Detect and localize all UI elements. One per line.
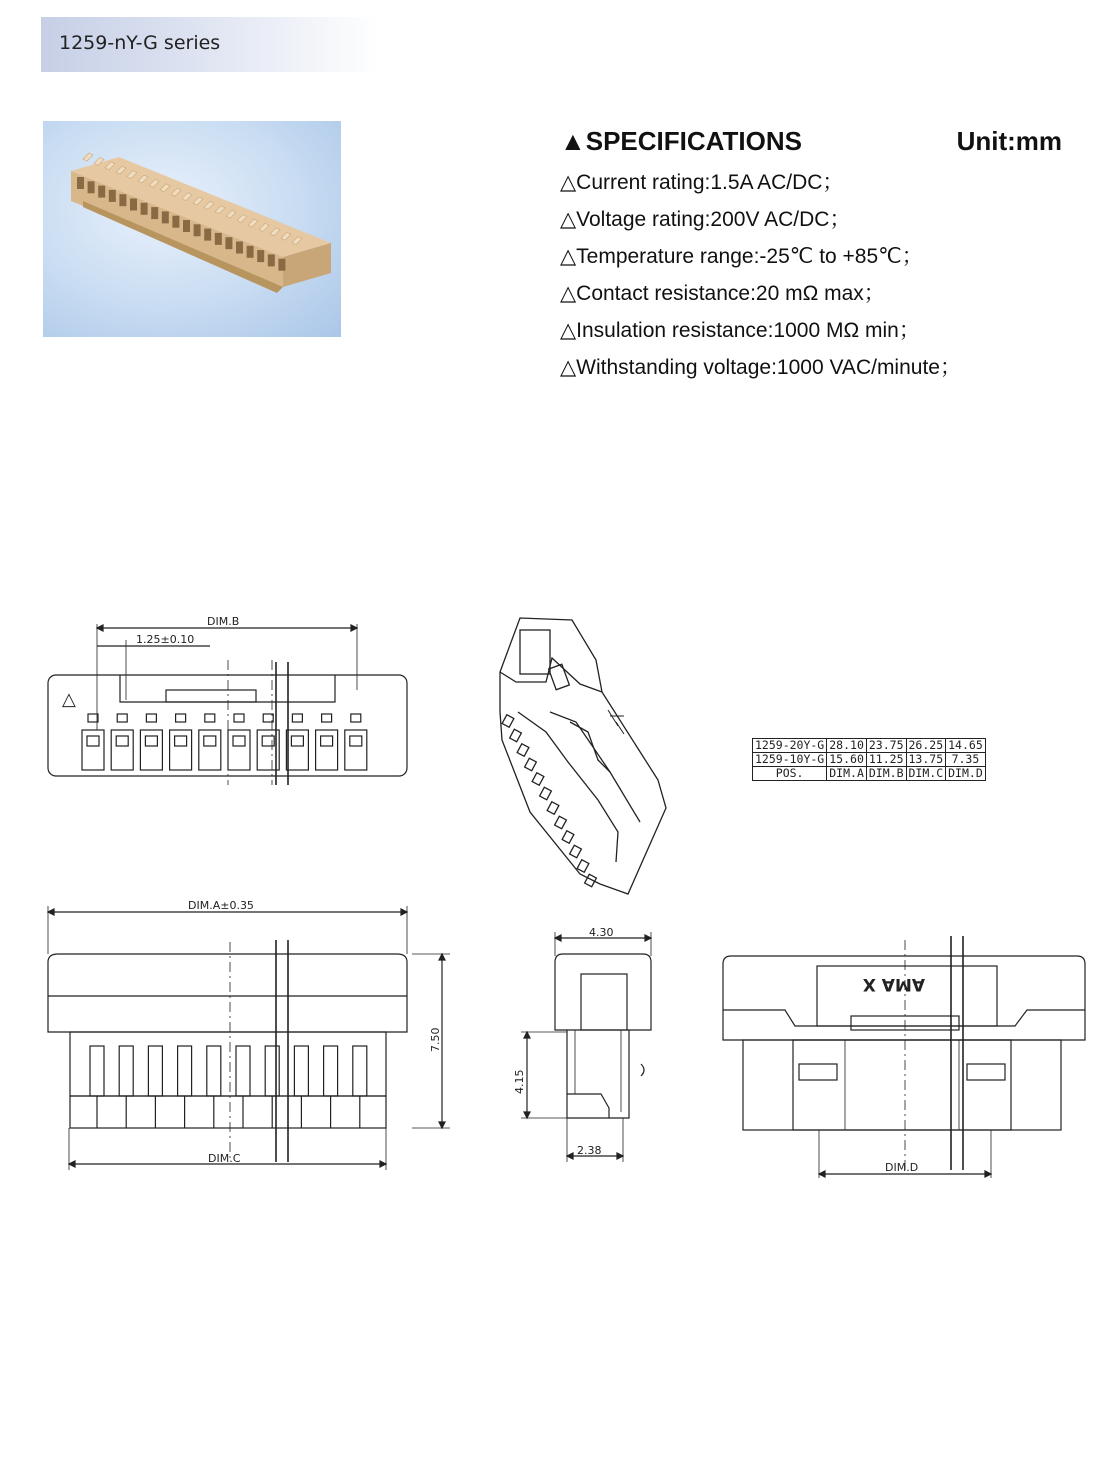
terminal-window bbox=[145, 736, 157, 746]
contact-pin bbox=[294, 1046, 308, 1096]
terminal-window bbox=[87, 736, 99, 746]
product-photo bbox=[43, 121, 341, 337]
table-header-row bbox=[753, 767, 986, 781]
iso-tooth bbox=[570, 845, 582, 858]
table-cell: 1259-20Y-G bbox=[753, 739, 827, 753]
photo-slot bbox=[247, 246, 254, 258]
terminal-tab bbox=[351, 714, 361, 722]
table-cell: 23.75 bbox=[866, 739, 906, 753]
terminal-window bbox=[262, 736, 274, 746]
terminal-tab bbox=[117, 714, 127, 722]
terminal-tab bbox=[234, 714, 244, 722]
iso-tooth bbox=[585, 874, 597, 887]
iso-tooth bbox=[577, 860, 589, 873]
terminal-window bbox=[350, 736, 362, 746]
table-cell: 7.35 bbox=[946, 753, 986, 767]
specifications-title: ▲SPECIFICATIONS bbox=[560, 126, 802, 156]
iso-tooth bbox=[540, 787, 552, 800]
iso-tooth bbox=[525, 758, 537, 771]
table-cell: 26.25 bbox=[906, 739, 946, 753]
dimension-table bbox=[752, 738, 986, 781]
table-cell: 1259-10Y-G bbox=[753, 753, 827, 767]
photo-slot bbox=[172, 216, 179, 228]
contact-pin bbox=[324, 1046, 338, 1096]
terminal-window bbox=[233, 736, 245, 746]
iso-tooth bbox=[555, 816, 567, 829]
table-cell: 14.65 bbox=[946, 739, 986, 753]
specifications-heading bbox=[560, 126, 1070, 164]
terminal-tab bbox=[322, 714, 332, 722]
photo-slot bbox=[119, 194, 126, 206]
pitch-label: 1.25±0.10 bbox=[136, 633, 195, 646]
photo-slot bbox=[88, 181, 95, 193]
terminal-window bbox=[175, 736, 187, 746]
spec-voltage-rating: △Voltage rating:200V AC/DC； bbox=[560, 208, 851, 231]
isometric-view-drawing bbox=[490, 612, 680, 902]
table-header-cell: DIM.D bbox=[946, 767, 986, 781]
terminal-window bbox=[321, 736, 333, 746]
photo-slot bbox=[278, 259, 285, 271]
bottom-view-drawing bbox=[40, 892, 460, 1182]
table-header-cell: DIM.B bbox=[866, 767, 906, 781]
series-title: 1259-nY-G series bbox=[59, 32, 221, 54]
terminal-tab bbox=[176, 714, 186, 722]
photo-slot bbox=[225, 237, 232, 249]
photo-slot bbox=[268, 254, 275, 266]
spec-temperature-range: △Temperature range:-25℃ to +85℃； bbox=[560, 245, 923, 268]
connector-photo-image bbox=[43, 121, 341, 337]
photo-slot bbox=[109, 190, 116, 202]
contact-pin bbox=[90, 1046, 104, 1096]
photo-slot bbox=[130, 199, 137, 211]
dim-d-label: DIM.D bbox=[885, 1161, 919, 1174]
photo-rib bbox=[83, 153, 93, 161]
pin1-marker: △ bbox=[62, 689, 76, 710]
series-header bbox=[41, 17, 381, 72]
spec-current-rating: △Current rating:1.5A AC/DC； bbox=[560, 171, 844, 194]
table-cell: 11.25 bbox=[866, 753, 906, 767]
contact-pin bbox=[353, 1046, 367, 1096]
contact-pin bbox=[236, 1046, 250, 1096]
photo-slot bbox=[77, 177, 84, 189]
terminal-tab bbox=[205, 714, 215, 722]
terminal-window bbox=[204, 736, 216, 746]
table-row bbox=[753, 753, 986, 767]
dim-b-label: DIM.B bbox=[207, 615, 240, 628]
photo-slot bbox=[98, 186, 105, 198]
contact-pin bbox=[207, 1046, 221, 1096]
photo-slot bbox=[151, 207, 158, 219]
dim-c-label: DIM.C bbox=[208, 1152, 241, 1165]
specifications-block bbox=[560, 126, 1070, 386]
iso-tooth bbox=[510, 729, 522, 742]
photo-slot bbox=[141, 203, 148, 215]
side-view-drawing bbox=[505, 922, 665, 1167]
spec-insulation-resistance: △Insulation resistance:1000 MΩ min； bbox=[560, 319, 920, 342]
back-view-drawing bbox=[715, 930, 1090, 1180]
photo-slot bbox=[215, 233, 222, 245]
iso-tooth bbox=[517, 744, 529, 757]
terminal-window bbox=[291, 736, 303, 746]
iso-tooth bbox=[547, 802, 559, 815]
table-row bbox=[753, 739, 986, 753]
photo-slot bbox=[194, 224, 201, 236]
contact-pin bbox=[178, 1046, 192, 1096]
height-label: 7.50 bbox=[429, 1027, 442, 1052]
width-label: 4.30 bbox=[589, 926, 614, 939]
terminal-window bbox=[116, 736, 128, 746]
terminal-tab bbox=[292, 714, 302, 722]
spec-withstanding-voltage: △Withstanding voltage:1000 VAC/minute； bbox=[560, 356, 961, 379]
terminal-tab bbox=[146, 714, 156, 722]
front-view-drawing bbox=[40, 610, 420, 790]
contact-pin bbox=[265, 1046, 279, 1096]
table-header-cell: POS. bbox=[753, 767, 827, 781]
marking-text: AMA X bbox=[862, 974, 925, 994]
iso-tooth bbox=[502, 715, 514, 728]
height-415-label: 4.15 bbox=[513, 1069, 526, 1094]
table-cell: 28.10 bbox=[827, 739, 867, 753]
contact-pin bbox=[148, 1046, 162, 1096]
iso-tooth bbox=[562, 831, 574, 844]
iso-tooth bbox=[532, 773, 544, 786]
table-header-cell: DIM.C bbox=[906, 767, 946, 781]
photo-slot bbox=[204, 229, 211, 241]
terminal-tab bbox=[88, 714, 98, 722]
table-cell: 15.60 bbox=[827, 753, 867, 767]
contact-pin bbox=[119, 1046, 133, 1096]
table-cell: 13.75 bbox=[906, 753, 946, 767]
photo-slot bbox=[236, 242, 243, 254]
dim-a-label: DIM.A±0.35 bbox=[188, 899, 254, 912]
photo-slot bbox=[257, 250, 264, 262]
table-header-cell: DIM.A bbox=[827, 767, 867, 781]
spec-contact-resistance: △Contact resistance:20 mΩ max； bbox=[560, 282, 885, 305]
photo-slot bbox=[183, 220, 190, 232]
unit-label: Unit:mm bbox=[956, 126, 1062, 156]
offset-label: 2.38 bbox=[577, 1144, 602, 1157]
photo-slot bbox=[162, 211, 169, 223]
